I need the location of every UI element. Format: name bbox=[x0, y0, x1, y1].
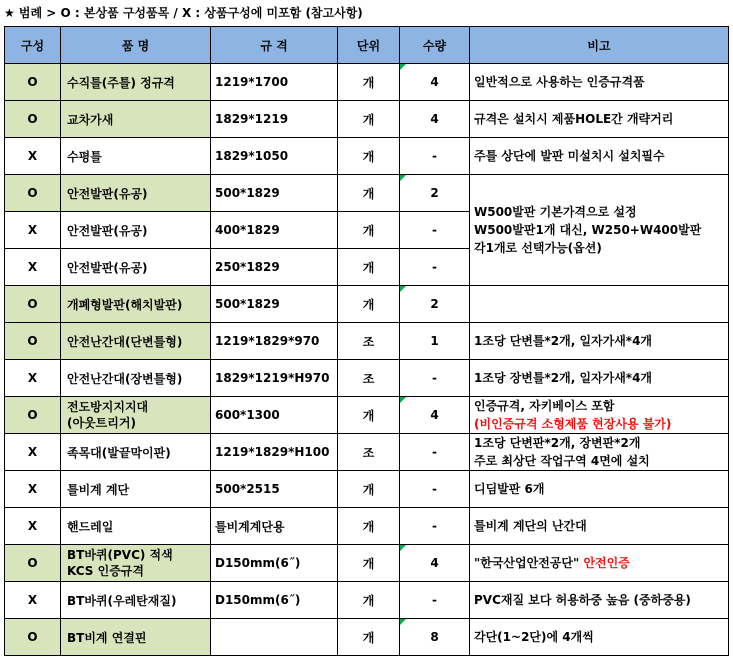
item-remark: 주틀 상단에 발판 미설치시 설치필수 bbox=[470, 138, 729, 175]
item-name bbox=[61, 397, 211, 434]
item-remark-merged bbox=[470, 175, 729, 286]
header-unit: 단위 bbox=[338, 27, 400, 64]
item-name: 안전발판(유공) bbox=[61, 249, 211, 286]
item-remark: 1조당 장변틀*2개, 일자가새*4개 bbox=[470, 360, 729, 397]
item-name: 교차가새 bbox=[61, 101, 211, 138]
item-name: 틀비계 계단 bbox=[61, 471, 211, 508]
item-spec: 600*1300 bbox=[211, 397, 338, 434]
item-unit: 개 bbox=[338, 471, 400, 508]
item-unit: 개 bbox=[338, 286, 400, 323]
table-row bbox=[5, 508, 729, 545]
item-spec: 500*1829 bbox=[211, 286, 338, 323]
item-spec: 틀비계계단용 bbox=[211, 508, 338, 545]
item-name: 족목대(발끝막이판) bbox=[61, 434, 211, 471]
table-row bbox=[5, 323, 729, 360]
composition-mark: X bbox=[5, 212, 61, 249]
table-row bbox=[5, 138, 729, 175]
merged-remark-line-2: W500발판1개 대신, W250+W400발판 bbox=[474, 223, 702, 237]
item-quantity: 1 bbox=[400, 323, 470, 360]
item-unit: 개 bbox=[338, 101, 400, 138]
item-name: 안전발판(유공) bbox=[61, 212, 211, 249]
composition-mark: O bbox=[5, 175, 61, 212]
composition-mark: X bbox=[5, 582, 61, 619]
item-spec: 1829*1050 bbox=[211, 138, 338, 175]
item-spec: D150mm(6˝) bbox=[211, 545, 338, 582]
item-spec: 250*1829 bbox=[211, 249, 338, 286]
item-unit: 조 bbox=[338, 323, 400, 360]
item-name: 수평틀 bbox=[61, 138, 211, 175]
item-name-line-1: BT바퀴(PVC) 적색 bbox=[67, 548, 173, 562]
item-unit: 조 bbox=[338, 434, 400, 471]
merged-remark-line-3: 각1개로 선택가능(옵션) bbox=[474, 241, 602, 255]
header-item-name: 품 명 bbox=[61, 27, 211, 64]
item-name: 안전난간대(단변틀형) bbox=[61, 323, 211, 360]
composition-mark: O bbox=[5, 619, 61, 656]
composition-mark: O bbox=[5, 397, 61, 434]
item-spec: 500*2515 bbox=[211, 471, 338, 508]
composition-mark: X bbox=[5, 360, 61, 397]
table-row bbox=[5, 101, 729, 138]
item-name-line-2: KCS 인증규격 bbox=[67, 564, 144, 578]
item-unit: 개 bbox=[338, 508, 400, 545]
item-quantity: - bbox=[400, 434, 470, 471]
item-remark: 규격은 설치시 제품HOLE간 개략거리 bbox=[470, 101, 729, 138]
table-header-row bbox=[5, 27, 729, 64]
composition-mark: X bbox=[5, 508, 61, 545]
item-unit: 개 bbox=[338, 249, 400, 286]
item-remark-highlight: 안전인증 bbox=[583, 556, 630, 570]
composition-mark: O bbox=[5, 545, 61, 582]
item-unit: 조 bbox=[338, 360, 400, 397]
item-quantity: 2 bbox=[400, 286, 470, 323]
item-quantity: 4 bbox=[400, 64, 470, 101]
item-unit: 개 bbox=[338, 582, 400, 619]
item-quantity: 2 bbox=[400, 175, 470, 212]
item-remark-text: "한국산업안전공단" bbox=[474, 556, 580, 570]
item-quantity: - bbox=[400, 471, 470, 508]
item-spec: 1219*1829*H100 bbox=[211, 434, 338, 471]
header-quantity: 수량 bbox=[400, 27, 470, 64]
table-row bbox=[5, 64, 729, 101]
item-remark: 디딤발판 6개 bbox=[470, 471, 729, 508]
item-unit: 개 bbox=[338, 619, 400, 656]
table-row bbox=[5, 397, 729, 434]
item-quantity: 4 bbox=[400, 101, 470, 138]
header-remarks: 비고 bbox=[470, 27, 729, 64]
item-remark bbox=[470, 545, 729, 582]
table-row bbox=[5, 175, 729, 212]
item-name: 핸드레일 bbox=[61, 508, 211, 545]
item-name: 수직틀(주틀) 정규격 bbox=[61, 64, 211, 101]
item-spec: 400*1829 bbox=[211, 212, 338, 249]
item-name: 안전난간대(장변틀형) bbox=[61, 360, 211, 397]
merged-remark-line-1: W500발판 기본가격으로 설정 bbox=[474, 205, 637, 219]
item-quantity: 4 bbox=[400, 545, 470, 582]
item-spec: 1829*1219 bbox=[211, 101, 338, 138]
item-quantity: 4 bbox=[400, 397, 470, 434]
composition-mark: X bbox=[5, 249, 61, 286]
item-quantity: - bbox=[400, 582, 470, 619]
composition-mark: X bbox=[5, 471, 61, 508]
table-row bbox=[5, 619, 729, 656]
composition-mark: O bbox=[5, 323, 61, 360]
item-remark bbox=[470, 434, 729, 471]
item-unit: 개 bbox=[338, 175, 400, 212]
item-name-line-2: (아웃트리거) bbox=[67, 416, 136, 430]
item-quantity: - bbox=[400, 249, 470, 286]
composition-mark: O bbox=[5, 286, 61, 323]
item-remark bbox=[470, 286, 729, 323]
item-quantity: - bbox=[400, 360, 470, 397]
item-quantity: 8 bbox=[400, 619, 470, 656]
composition-mark: X bbox=[5, 434, 61, 471]
item-unit: 개 bbox=[338, 212, 400, 249]
item-remark: 틀비계 계단의 난간대 bbox=[470, 508, 729, 545]
item-remark: PVC재질 보다 허용하중 높음 (중하중용) bbox=[470, 582, 729, 619]
item-name: 안전발판(유공) bbox=[61, 175, 211, 212]
item-unit: 개 bbox=[338, 138, 400, 175]
item-remark: 각단(1~2단)에 4개씩 bbox=[470, 619, 729, 656]
table-row bbox=[5, 286, 729, 323]
header-spec: 규 격 bbox=[211, 27, 338, 64]
item-name: 개폐형발판(해치발판) bbox=[61, 286, 211, 323]
component-table bbox=[4, 26, 729, 656]
item-name: BT비계 연결핀 bbox=[61, 619, 211, 656]
item-spec: 1219*1700 bbox=[211, 64, 338, 101]
item-name-line-1: 전도방지지지대 bbox=[67, 400, 149, 414]
item-remark-line-1: 인증규격, 자키베이스 포함 bbox=[474, 399, 615, 413]
item-remark: 1조당 단변틀*2개, 일자가새*4개 bbox=[470, 323, 729, 360]
table-row bbox=[5, 434, 729, 471]
table-row bbox=[5, 545, 729, 582]
table-row bbox=[5, 471, 729, 508]
item-spec bbox=[211, 619, 338, 656]
item-name: BT바퀴(우레탄재질) bbox=[61, 582, 211, 619]
item-spec: 500*1829 bbox=[211, 175, 338, 212]
item-quantity: - bbox=[400, 508, 470, 545]
item-unit: 개 bbox=[338, 397, 400, 434]
item-remark-line-2: 주로 최상단 작업구역 4면에 설치 bbox=[474, 454, 650, 468]
item-unit: 개 bbox=[338, 545, 400, 582]
header-composition: 구성 bbox=[5, 27, 61, 64]
item-spec: 1829*1219*H970 bbox=[211, 360, 338, 397]
composition-mark: X bbox=[5, 138, 61, 175]
item-name bbox=[61, 545, 211, 582]
legend-text: ★ 범례 > O : 본상품 구성품목 / X : 상품구성에 미포함 (참고사항) bbox=[4, 6, 363, 20]
item-remark-line-1: 1조당 단변판*2개, 장변판*2개 bbox=[474, 436, 641, 450]
table-row bbox=[5, 360, 729, 397]
table-row bbox=[5, 582, 729, 619]
composition-mark: O bbox=[5, 101, 61, 138]
item-remark bbox=[470, 397, 729, 434]
item-remark: 일반적으로 사용하는 인증규격품 bbox=[470, 64, 729, 101]
item-quantity: - bbox=[400, 138, 470, 175]
item-spec: D150mm(6˝) bbox=[211, 582, 338, 619]
item-quantity: - bbox=[400, 212, 470, 249]
item-unit: 개 bbox=[338, 64, 400, 101]
item-remark-warning: (비인증규격 소형제품 현장사용 불가) bbox=[474, 417, 672, 431]
composition-mark: O bbox=[5, 64, 61, 101]
item-spec: 1219*1829*970 bbox=[211, 323, 338, 360]
